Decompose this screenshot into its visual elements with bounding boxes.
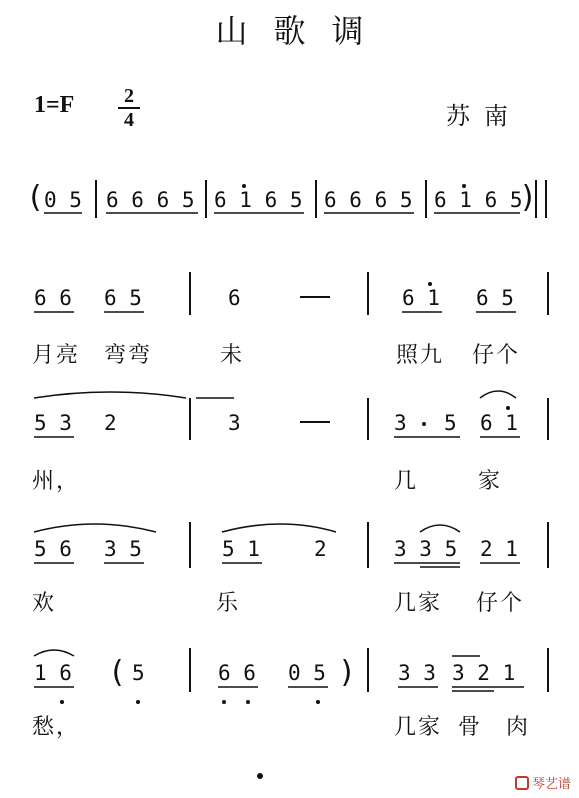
lyric-2-2: 几 xyxy=(394,469,419,494)
svg-text:6 1 6 5: 6 1 6 5 xyxy=(214,188,303,212)
svg-text:5: 5 xyxy=(132,661,145,685)
svg-text:6 6: 6 6 xyxy=(34,286,72,310)
svg-text:2: 2 xyxy=(104,411,117,435)
logo-icon xyxy=(515,776,529,790)
svg-text:5 3: 5 3 xyxy=(34,411,72,435)
svg-text:6 5: 6 5 xyxy=(476,286,514,310)
svg-text:3: 3 xyxy=(228,411,241,435)
svg-text:6 1: 6 1 xyxy=(480,411,518,435)
svg-text:0 5: 0 5 xyxy=(288,661,326,685)
song-title: 山歌调 xyxy=(215,12,390,50)
svg-text:6 6: 6 6 xyxy=(218,661,256,685)
lyric-3-4: 仔个 xyxy=(476,591,525,616)
lyric-3-1: 欢 xyxy=(32,591,57,616)
lyric-4-2: 几家 xyxy=(394,715,443,740)
svg-text:6 1 6 5: 6 1 6 5 xyxy=(434,188,523,212)
lyric-2-3: 家 xyxy=(478,469,503,494)
svg-text:5: 5 xyxy=(444,411,457,435)
svg-text:): ) xyxy=(519,180,538,215)
svg-text:(: ( xyxy=(26,180,45,215)
svg-text:2 1: 2 1 xyxy=(480,537,518,561)
svg-text:6 1: 6 1 xyxy=(402,286,440,310)
lyric-4-4: 肉 xyxy=(506,715,531,740)
lyric-2-1: 州， xyxy=(32,469,81,494)
svg-text:(: ( xyxy=(108,655,127,690)
svg-text:6: 6 xyxy=(228,286,241,310)
svg-text:6 6 6 5: 6 6 6 5 xyxy=(324,188,413,212)
svg-text:6 6 6 5: 6 6 6 5 xyxy=(106,188,195,212)
intro-line xyxy=(26,180,546,218)
svg-text:6 5: 6 5 xyxy=(104,286,142,310)
svg-text:1 6: 1 6 xyxy=(34,661,72,685)
svg-text:2: 2 xyxy=(314,537,327,561)
lyric-4-3: 骨 xyxy=(458,715,483,740)
svg-text:3 5: 3 5 xyxy=(104,537,142,561)
watermark-text: 琴艺谱 xyxy=(531,777,571,792)
svg-text:3 3 5: 3 3 5 xyxy=(394,537,458,561)
key-signature: 1=F xyxy=(34,92,75,118)
svg-text:5 6: 5 6 xyxy=(34,537,72,561)
time-signature-top: 2 xyxy=(124,85,134,107)
lyric-1-4: 照九 xyxy=(396,343,445,368)
svg-text:3: 3 xyxy=(394,411,407,435)
svg-text:): ) xyxy=(338,655,357,690)
lyric-1-1: 月亮 xyxy=(32,343,81,368)
lyric-4-1: 愁， xyxy=(32,715,81,740)
region-label: 苏南 xyxy=(446,102,522,130)
music-line-2 xyxy=(34,391,548,440)
time-signature-bottom: 4 xyxy=(124,109,134,131)
lyric-1-5: 仔个 xyxy=(472,343,521,368)
svg-text:3 2 1: 3 2 1 xyxy=(452,661,516,685)
music-line-4 xyxy=(34,648,548,704)
svg-text:0 5: 0 5 xyxy=(44,188,82,212)
lyric-1-2: 弯弯 xyxy=(104,343,153,368)
watermark xyxy=(515,773,571,792)
lyric-1-3: 未 xyxy=(220,343,245,368)
music-line-3 xyxy=(34,522,548,568)
music-line-1 xyxy=(34,272,548,315)
svg-text:5 1: 5 1 xyxy=(222,537,260,561)
lyric-3-3: 几家 xyxy=(394,591,443,616)
svg-text:3 3: 3 3 xyxy=(398,661,436,685)
lyric-3-2: 乐 xyxy=(216,591,241,616)
